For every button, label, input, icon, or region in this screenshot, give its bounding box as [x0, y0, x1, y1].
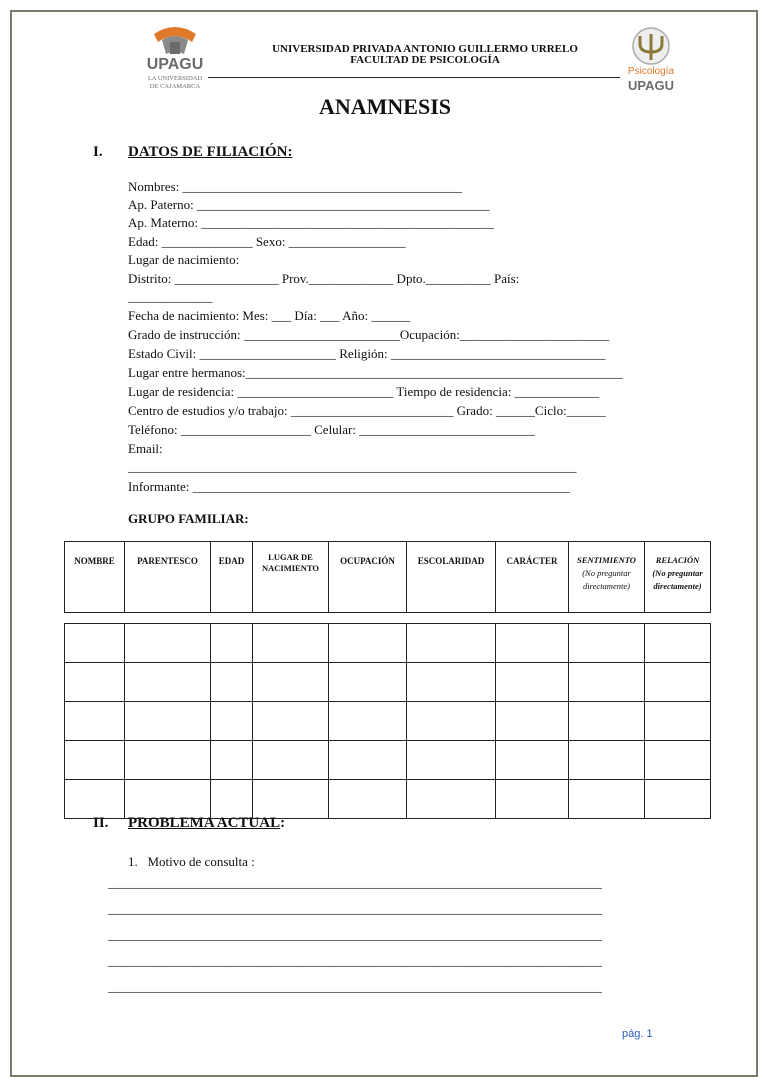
field-grado-ocupacion[interactable]: Grado de instrucción: ________________________Ocupación:_______________________: [128, 327, 610, 342]
psicologia-logo-upagu: UPAGU: [628, 78, 674, 93]
field-email: Email:: [128, 441, 163, 456]
col-relacion-note: (No preguntar directamente): [652, 568, 703, 591]
col-caracter: CARÁCTER: [496, 542, 569, 613]
psi-emblem-icon: [622, 26, 680, 66]
field-centro-estudios[interactable]: Centro de estudios y/o trabajo: _________________________ Grado: ______Ciclo:______: [128, 403, 606, 418]
field-fecha-nacimiento[interactable]: Fecha de nacimiento: Mes: ___ Día: ___ Año: ______: [128, 308, 411, 323]
table-spacer-row: [65, 613, 711, 624]
col-relacion: [645, 542, 711, 613]
university-name: UNIVERSIDAD PRIVADA ANTONIO GUILLERMO URRELO: [272, 43, 578, 55]
section2-number: II.: [93, 815, 109, 831]
table-cell[interactable]: [329, 624, 407, 663]
table-cell[interactable]: [125, 702, 211, 741]
table-cell[interactable]: [65, 780, 125, 819]
col-sentimiento-label: SENTIMIENTO: [577, 555, 636, 565]
field-email-line[interactable]: _____________________________________________________________________: [128, 459, 577, 474]
table-cell[interactable]: [496, 741, 569, 780]
table-cell[interactable]: [645, 663, 711, 702]
motivo-consulta-label: 1. Motivo de consulta :: [128, 854, 255, 869]
table-row: [65, 702, 711, 741]
table-cell[interactable]: [329, 741, 407, 780]
table-cell[interactable]: [645, 741, 711, 780]
family-group-heading: GRUPO FAMILIAR:: [128, 511, 249, 526]
col-sentimiento: [569, 542, 645, 613]
col-edad: EDAD: [211, 542, 253, 613]
table-cell[interactable]: [569, 663, 645, 702]
motivo-line-2[interactable]: ____________________________________________________________________________: [108, 901, 602, 916]
table-cell[interactable]: [407, 663, 496, 702]
field-lugar-residencia[interactable]: Lugar de residencia: ________________________ Tiempo de residencia: _____________: [128, 384, 600, 399]
table-cell[interactable]: [253, 702, 329, 741]
header-rule: [208, 77, 620, 78]
table-cell[interactable]: [569, 702, 645, 741]
table-cell[interactable]: [211, 624, 253, 663]
section2-title: PROBLEMA ACTUAL: [128, 815, 281, 831]
table-cell[interactable]: [125, 624, 211, 663]
psicologia-logo-text: Psicología: [627, 66, 675, 77]
table-row: [65, 624, 711, 663]
table-cell[interactable]: [569, 780, 645, 819]
table-cell[interactable]: [125, 741, 211, 780]
table-cell[interactable]: [253, 663, 329, 702]
table-row: [65, 663, 711, 702]
table-cell[interactable]: [253, 741, 329, 780]
table-cell[interactable]: [211, 780, 253, 819]
section1-title: DATOS DE FILIACIÓN:: [128, 144, 293, 160]
table-cell[interactable]: [65, 663, 125, 702]
table-cell[interactable]: [569, 741, 645, 780]
field-telefono[interactable]: Teléfono: ____________________ Celular: ___________________________: [128, 422, 535, 437]
field-estado-civil[interactable]: Estado Civil: _____________________ Religión: _________________________________: [128, 346, 606, 361]
col-parentesco: PARENTESCO: [125, 542, 211, 613]
motivo-line-1[interactable]: ____________________________________________________________________________: [108, 875, 602, 890]
col-nombre: NOMBRE: [65, 542, 125, 613]
table-cell[interactable]: [645, 624, 711, 663]
table-cell[interactable]: [65, 702, 125, 741]
section2-title-colon: :: [280, 815, 286, 831]
psicologia-logo: [622, 26, 680, 94]
col-escolaridad: ESCOLARIDAD: [407, 542, 496, 613]
field-lugar-hermanos[interactable]: Lugar entre hermanos:__________________________________________________________: [128, 365, 623, 380]
table-cell[interactable]: [65, 741, 125, 780]
table-cell[interactable]: [645, 702, 711, 741]
col-ocupacion: OCUPACIÓN: [329, 542, 407, 613]
page-number: pág. 1: [622, 1028, 653, 1040]
table-row: [65, 780, 711, 819]
table-cell[interactable]: [125, 663, 211, 702]
section2-heading: [128, 815, 285, 832]
family-table: [64, 541, 711, 819]
table-cell[interactable]: [407, 780, 496, 819]
field-ap-paterno[interactable]: Ap. Paterno: _____________________________________________: [128, 197, 490, 212]
table-cell[interactable]: [569, 624, 645, 663]
field-edad-sexo[interactable]: Edad: ______________ Sexo: __________________: [128, 234, 406, 249]
page-title: ANAMNESIS: [318, 94, 452, 119]
upagu-logo-sub1: LA UNIVERSIDAD: [147, 75, 203, 82]
col-relacion-label: RELACIÓN: [655, 555, 700, 565]
table-cell[interactable]: [645, 780, 711, 819]
table-cell[interactable]: [496, 780, 569, 819]
table-cell[interactable]: [65, 624, 125, 663]
table-cell[interactable]: [211, 702, 253, 741]
upagu-logo-text: UPAGU: [146, 56, 204, 73]
section1-number: I.: [93, 144, 103, 160]
table-cell[interactable]: [407, 624, 496, 663]
table-row: [65, 741, 711, 780]
field-lugar-nacimiento: Lugar de nacimiento:: [128, 252, 240, 267]
table-cell[interactable]: [496, 702, 569, 741]
col-sentimiento-note: (No preguntar directamente): [582, 568, 631, 591]
table-cell[interactable]: [211, 741, 253, 780]
field-distrito[interactable]: Distrito: ________________ Prov._____________ Dpto.__________ País:: [128, 271, 520, 286]
table-cell[interactable]: [125, 780, 211, 819]
table-cell[interactable]: [253, 780, 329, 819]
table-cell[interactable]: [496, 663, 569, 702]
table-cell[interactable]: [496, 624, 569, 663]
motivo-line-4[interactable]: ____________________________________________________________________________: [108, 953, 602, 968]
upagu-logo-sub2: DE CAJAMARCA: [149, 83, 201, 90]
upagu-logo: [140, 22, 210, 96]
field-informante[interactable]: Informante: __________________________________________________________: [128, 479, 570, 494]
col-lugar-nacimiento: LUGAR DE NACIMIENTO: [253, 542, 329, 613]
faculty-name: FACULTAD DE PSICOLOGÍA: [350, 54, 500, 66]
table-cell[interactable]: [329, 663, 407, 702]
motivo-line-3[interactable]: ____________________________________________________________________________: [108, 927, 602, 942]
table-cell[interactable]: [329, 780, 407, 819]
university-header: [230, 44, 620, 66]
motivo-line-5[interactable]: ____________________________________________________________________________: [108, 979, 602, 994]
table-cell[interactable]: [253, 624, 329, 663]
field-pais-line[interactable]: _____________: [128, 289, 213, 304]
table-cell[interactable]: [407, 741, 496, 780]
field-ap-materno[interactable]: Ap. Materno: _____________________________________________: [128, 215, 494, 230]
table-cell[interactable]: [329, 702, 407, 741]
field-nombres[interactable]: Nombres: ___________________________________________: [128, 179, 463, 194]
table-cell[interactable]: [211, 663, 253, 702]
table-cell[interactable]: [407, 702, 496, 741]
